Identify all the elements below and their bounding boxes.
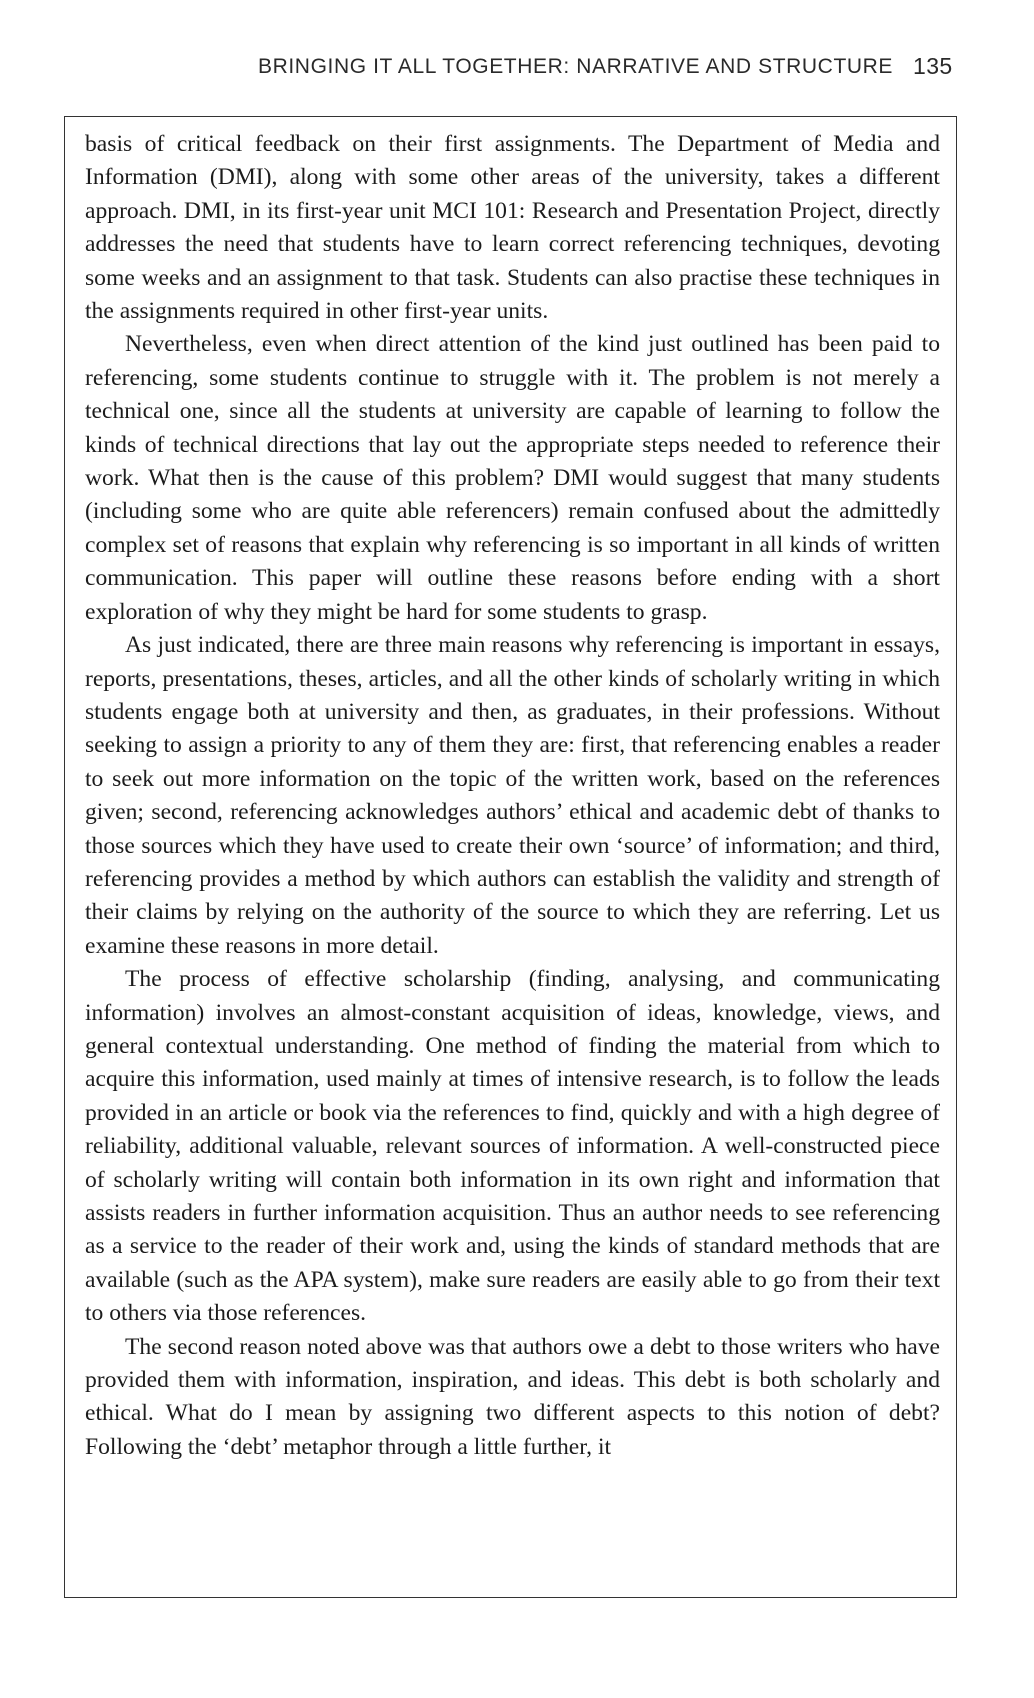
paragraph: Nevertheless, even when direct attention of the kind just outlined has been paid to referencing, some students continue to struggle with it. The problem is not merely a technical one, since all the students at university are capable of learning to follow the kinds of technical directions that lay out the appropriate steps needed to reference their work. What then is the cause of this problem? DMI would suggest that many students (including some who are quite able referencers) remain confused about the admittedly complex set of reasons that explain why referencing is so important in all kinds of written communication. This paper will outline these reasons before ending with a short exploration of why they might be hard for some students to grasp. [85, 331, 940, 625]
page-number: 135 [913, 53, 953, 79]
paragraph: The process of effective scholarship (finding, analysing, and communicating information) involves an almost-constant acquisition of ideas, knowledge, views, and general contextual understanding. One method of finding the material from which to acquire this information, used mainly at times of intensive research, is to follow the leads provided in an article or book via the references to find, quickly and with a high degree of reliability, additional valuable, relevant sources of information. A well-constructed piece of scholarly writing will contain both information in its own right and information that assists readers in further information acquisition. Thus an author needs to see referencing as a service to the reader of their work and, using the kinds of standard methods that are available (such as the APA system), make sure readers are easily able to go from their text to others via those references. [85, 966, 940, 1327]
body-text [85, 128, 940, 1464]
paragraph: As just indicated, there are three main reasons why referencing is important in essays, reports, presentations, theses, articles, and all the other kinds of scholarly writing in which students engage both at university and then, as graduates, in their professions. Without seeking to assign a priority to any of them they are: first, that referencing enables a reader to seek out more information on the topic of the written work, based on the references given; second, referencing acknowledges authors’ ethical and academic debt of thanks to those sources which they have used to create their own ‘source’ of information; and third, referencing provides a method by which authors can establish the validity and strength of their claims by relying on the authority of the source to which they are referring. Let us examine these reasons in more detail. [85, 632, 940, 959]
paragraph: The second reason noted above was that authors owe a debt to those writers who have provided them with information, inspiration, and ideas. This debt is both scholarly and ethical. What do I mean by assigning two different aspects to this notion of debt? Following the ‘debt’ metaphor through a little further, it [85, 1333, 940, 1460]
running-header [258, 55, 958, 85]
paragraph-continuation: basis of critical feedback on their first assignments. The Department of Media and Information (DMI), along with some other areas of the university, takes a different approach. DMI, in its first-year unit MCI 101: Research and Presentation Project, directly addresses the need that students have to learn correct referencing techniques, devoting some weeks and an assignment to that task. Students can also practise these techniques in the assignments required in other first-year units. [85, 131, 940, 325]
running-header-title: BRINGING IT ALL TOGETHER: NARRATIVE AND STRUCTURE [258, 55, 894, 78]
